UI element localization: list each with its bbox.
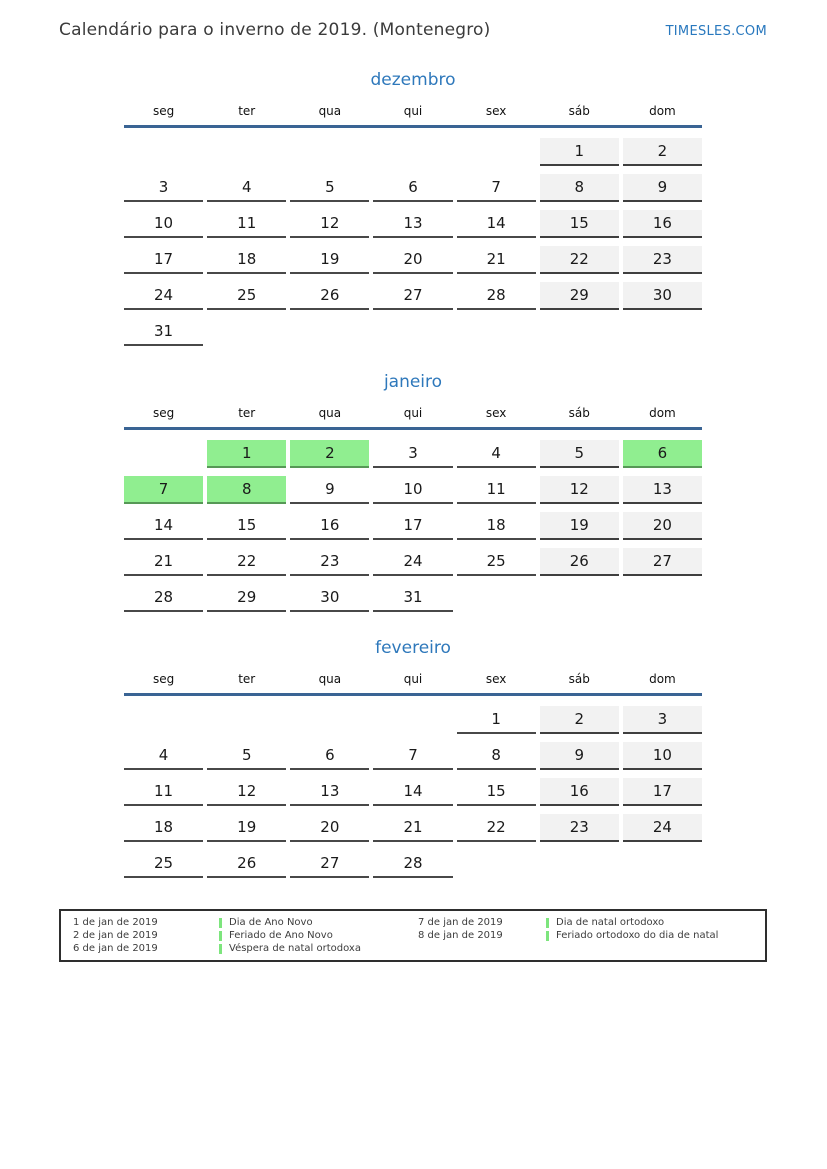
day-cell: 27 bbox=[373, 282, 452, 310]
holiday-marker bbox=[219, 931, 222, 941]
day-cell: 22 bbox=[207, 548, 286, 576]
day-cell-holiday: 8 bbox=[207, 476, 286, 504]
weekday-label: dom bbox=[649, 672, 676, 686]
legend-entry bbox=[219, 929, 418, 942]
day-cell: 6 bbox=[290, 742, 369, 770]
day-cell: 25 bbox=[207, 282, 286, 310]
day-cell-weekend: 27 bbox=[623, 548, 702, 576]
month-title: fevereiro bbox=[375, 638, 451, 658]
month-grid bbox=[124, 440, 702, 612]
empty-cell bbox=[457, 318, 536, 346]
day-cell: 7 bbox=[373, 742, 452, 770]
day-cell: 11 bbox=[207, 210, 286, 238]
weekday-label: dom bbox=[649, 104, 676, 118]
day-cell: 31 bbox=[373, 584, 452, 612]
day-cell: 3 bbox=[124, 174, 203, 202]
day-cell-weekend: 16 bbox=[623, 210, 702, 238]
day-cell: 10 bbox=[124, 210, 203, 238]
weekday-label: qui bbox=[403, 672, 423, 686]
legend-label: Véspera de natal ortodoxa bbox=[229, 943, 361, 954]
empty-cell bbox=[373, 706, 452, 734]
empty-cell bbox=[290, 318, 369, 346]
day-cell-weekend: 9 bbox=[540, 742, 619, 770]
legend-entry bbox=[546, 916, 765, 929]
day-cell: 28 bbox=[373, 850, 452, 878]
weekday-label: seg bbox=[152, 672, 175, 686]
months-container bbox=[124, 70, 702, 904]
day-cell: 21 bbox=[373, 814, 452, 842]
weekday-label: sex bbox=[485, 672, 507, 686]
empty-cell bbox=[124, 138, 203, 166]
day-cell: 12 bbox=[207, 778, 286, 806]
weekday-label: qui bbox=[403, 104, 423, 118]
brand-link[interactable]: TIMESLES.COM bbox=[665, 24, 767, 39]
day-cell-holiday: 6 bbox=[623, 440, 702, 468]
day-cell: 27 bbox=[290, 850, 369, 878]
day-cell-weekend: 23 bbox=[540, 814, 619, 842]
holiday-marker bbox=[546, 931, 549, 941]
weekday-label: qui bbox=[403, 406, 423, 420]
day-cell: 25 bbox=[124, 850, 203, 878]
weekday-label: ter bbox=[238, 104, 256, 118]
weekday-divider bbox=[124, 427, 702, 430]
day-cell-weekend: 23 bbox=[623, 246, 702, 274]
weekday-label: qua bbox=[318, 406, 342, 420]
day-cell: 29 bbox=[207, 584, 286, 612]
day-cell: 15 bbox=[457, 778, 536, 806]
day-cell: 16 bbox=[290, 512, 369, 540]
legend-dates-column bbox=[73, 916, 219, 955]
day-cell: 28 bbox=[457, 282, 536, 310]
day-cell-weekend: 1 bbox=[540, 138, 619, 166]
legend-date: 6 de jan de 2019 bbox=[73, 943, 158, 954]
month-grid bbox=[124, 706, 702, 878]
day-cell: 23 bbox=[290, 548, 369, 576]
day-cell: 28 bbox=[124, 584, 203, 612]
weekday-label: dom bbox=[649, 406, 676, 420]
holiday-marker bbox=[219, 944, 222, 954]
day-cell-weekend: 13 bbox=[623, 476, 702, 504]
empty-cell bbox=[290, 706, 369, 734]
empty-cell bbox=[124, 706, 203, 734]
day-cell-weekend: 15 bbox=[540, 210, 619, 238]
weekday-label: qua bbox=[318, 672, 342, 686]
day-cell-weekend: 3 bbox=[623, 706, 702, 734]
month-dezembro bbox=[124, 70, 702, 346]
holiday-marker bbox=[546, 918, 549, 928]
weekday-label: qua bbox=[318, 104, 342, 118]
day-cell: 14 bbox=[124, 512, 203, 540]
holiday-marker bbox=[219, 918, 222, 928]
day-cell-holiday: 7 bbox=[124, 476, 203, 504]
day-cell-weekend: 17 bbox=[623, 778, 702, 806]
day-cell-weekend: 12 bbox=[540, 476, 619, 504]
legend-date: 7 de jan de 2019 bbox=[418, 917, 503, 928]
legend-dates-column bbox=[418, 916, 546, 942]
day-cell: 15 bbox=[207, 512, 286, 540]
day-cell-weekend: 22 bbox=[540, 246, 619, 274]
day-cell: 9 bbox=[290, 476, 369, 504]
day-cell-weekend: 30 bbox=[623, 282, 702, 310]
day-cell-weekend: 16 bbox=[540, 778, 619, 806]
day-cell: 25 bbox=[457, 548, 536, 576]
day-cell: 13 bbox=[373, 210, 452, 238]
page-title: Calendário para o inverno de 2019. (Montenegro) bbox=[59, 20, 491, 40]
day-cell: 31 bbox=[124, 318, 203, 346]
day-cell: 3 bbox=[373, 440, 452, 468]
empty-cell bbox=[623, 584, 702, 612]
day-cell: 12 bbox=[290, 210, 369, 238]
empty-cell bbox=[540, 584, 619, 612]
day-cell: 4 bbox=[207, 174, 286, 202]
day-cell-holiday: 1 bbox=[207, 440, 286, 468]
legend-label: Feriado de Ano Novo bbox=[229, 930, 333, 941]
day-cell: 5 bbox=[207, 742, 286, 770]
weekday-label: ter bbox=[238, 672, 256, 686]
legend-label: Dia de Ano Novo bbox=[229, 917, 313, 928]
weekday-label: sáb bbox=[568, 672, 590, 686]
legend-labels-column bbox=[219, 916, 418, 955]
day-cell: 11 bbox=[457, 476, 536, 504]
empty-cell bbox=[207, 706, 286, 734]
legend-date: 2 de jan de 2019 bbox=[73, 930, 158, 941]
day-cell: 26 bbox=[290, 282, 369, 310]
day-cell: 1 bbox=[457, 706, 536, 734]
day-cell: 14 bbox=[457, 210, 536, 238]
empty-cell bbox=[457, 138, 536, 166]
day-cell: 19 bbox=[207, 814, 286, 842]
day-cell: 6 bbox=[373, 174, 452, 202]
empty-cell bbox=[373, 138, 452, 166]
day-cell: 5 bbox=[290, 174, 369, 202]
weekday-label: sáb bbox=[568, 406, 590, 420]
day-cell-weekend: 8 bbox=[540, 174, 619, 202]
empty-cell bbox=[290, 138, 369, 166]
day-cell: 13 bbox=[290, 778, 369, 806]
day-cell-weekend: 10 bbox=[623, 742, 702, 770]
month-title: dezembro bbox=[370, 70, 456, 90]
legend-label: Feriado ortodoxo do dia de natal bbox=[556, 930, 719, 941]
empty-cell bbox=[373, 318, 452, 346]
legend-label: Dia de natal ortodoxo bbox=[556, 917, 665, 928]
day-cell: 21 bbox=[457, 246, 536, 274]
legend-date: 1 de jan de 2019 bbox=[73, 917, 158, 928]
empty-cell bbox=[207, 318, 286, 346]
day-cell: 10 bbox=[373, 476, 452, 504]
day-cell: 20 bbox=[373, 246, 452, 274]
day-cell: 20 bbox=[290, 814, 369, 842]
day-cell: 22 bbox=[457, 814, 536, 842]
day-cell-weekend: 20 bbox=[623, 512, 702, 540]
day-cell-weekend: 19 bbox=[540, 512, 619, 540]
day-cell-weekend: 2 bbox=[623, 138, 702, 166]
weekday-label: sáb bbox=[568, 104, 590, 118]
day-cell-holiday: 2 bbox=[290, 440, 369, 468]
empty-cell bbox=[124, 440, 203, 468]
day-cell: 24 bbox=[124, 282, 203, 310]
day-cell: 17 bbox=[373, 512, 452, 540]
empty-cell bbox=[207, 138, 286, 166]
month-grid bbox=[124, 138, 702, 346]
day-cell: 18 bbox=[124, 814, 203, 842]
weekday-divider bbox=[124, 693, 702, 696]
empty-cell bbox=[623, 318, 702, 346]
weekday-label: sex bbox=[485, 104, 507, 118]
weekday-label: seg bbox=[152, 104, 175, 118]
empty-cell bbox=[457, 584, 536, 612]
day-cell: 4 bbox=[124, 742, 203, 770]
weekday-label: ter bbox=[238, 406, 256, 420]
month-fevereiro bbox=[124, 638, 702, 878]
empty-cell bbox=[540, 850, 619, 878]
day-cell-weekend: 26 bbox=[540, 548, 619, 576]
legend-entry bbox=[219, 916, 418, 929]
day-cell: 18 bbox=[457, 512, 536, 540]
weekday-header-row bbox=[124, 104, 702, 119]
day-cell: 8 bbox=[457, 742, 536, 770]
empty-cell bbox=[540, 318, 619, 346]
day-cell-weekend: 2 bbox=[540, 706, 619, 734]
day-cell: 24 bbox=[373, 548, 452, 576]
day-cell: 19 bbox=[290, 246, 369, 274]
day-cell: 4 bbox=[457, 440, 536, 468]
day-cell: 7 bbox=[457, 174, 536, 202]
legend-entry bbox=[219, 942, 418, 955]
empty-cell bbox=[623, 850, 702, 878]
day-cell: 18 bbox=[207, 246, 286, 274]
weekday-divider bbox=[124, 125, 702, 128]
weekday-header-row bbox=[124, 406, 702, 421]
weekday-label: sex bbox=[485, 406, 507, 420]
day-cell-weekend: 24 bbox=[623, 814, 702, 842]
month-title: janeiro bbox=[383, 372, 443, 392]
day-cell: 11 bbox=[124, 778, 203, 806]
day-cell: 21 bbox=[124, 548, 203, 576]
weekday-header-row bbox=[124, 672, 702, 687]
day-cell-weekend: 5 bbox=[540, 440, 619, 468]
day-cell-weekend: 9 bbox=[623, 174, 702, 202]
day-cell: 17 bbox=[124, 246, 203, 274]
weekday-label: seg bbox=[152, 406, 175, 420]
day-cell: 14 bbox=[373, 778, 452, 806]
legend-box bbox=[59, 909, 767, 962]
legend-labels-column bbox=[546, 916, 765, 942]
legend-entry bbox=[546, 929, 765, 942]
day-cell: 26 bbox=[207, 850, 286, 878]
empty-cell bbox=[457, 850, 536, 878]
day-cell: 30 bbox=[290, 584, 369, 612]
legend-date: 8 de jan de 2019 bbox=[418, 930, 503, 941]
day-cell-weekend: 29 bbox=[540, 282, 619, 310]
month-janeiro bbox=[124, 372, 702, 612]
